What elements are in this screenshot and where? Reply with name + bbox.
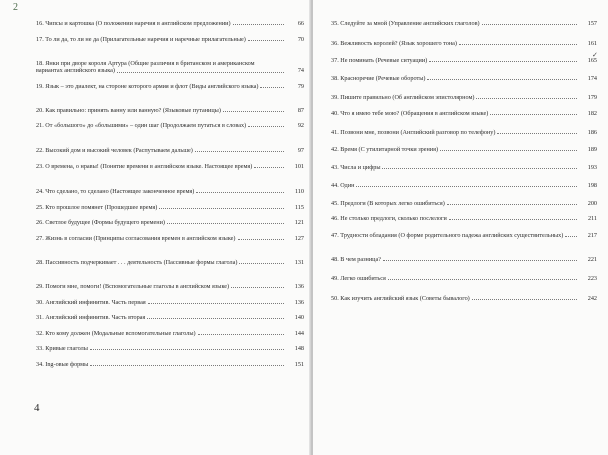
toc-entry-title: 40. Что я имею тебе мою? (Обращения в английском языке): [331, 110, 489, 117]
toc-entry-title: 34. Ing-овые формы: [36, 361, 89, 368]
toc-entry: [331, 275, 597, 282]
toc-entry-title: 16. Чипсы и картошка (О положении наречия в английском предложении): [36, 20, 231, 27]
toc-entry-title: 42. Время (С утилитарной точки зрения): [331, 146, 439, 153]
corner-mark: 2: [13, 2, 18, 13]
toc-entry-title: 31. Английский инфинитив. Часть вторая: [36, 314, 146, 321]
toc-entry: [36, 330, 304, 337]
dot-leader: [472, 299, 577, 300]
toc-entry-title: 29. Помоги мне, помоги! (Вспомогательные глаголы в английском языке): [36, 283, 230, 290]
right-page: [313, 0, 608, 455]
toc-entry-title: 17. То ли да, то ли не да (Прилагательные наречия и наречные прилагательные): [36, 36, 246, 43]
toc-entry-page: 221: [587, 256, 597, 263]
dot-leader: [198, 334, 284, 335]
toc-entry: [331, 182, 597, 189]
dot-leader: [388, 279, 577, 280]
toc-entry-title: 39. Пишите правильно (Об английском эпистолярном): [331, 94, 475, 101]
toc-entry-title: 20. Как правильно: принять ванну или ванную? (Языковые путаницы): [36, 107, 221, 114]
dot-leader: [427, 79, 577, 80]
dot-leader: [117, 72, 284, 73]
toc-entry-page: 151: [294, 361, 304, 368]
toc-entry-page: 136: [294, 299, 304, 306]
toc-entry-title: 47. Трудности обладания (О форме родительного падежа английских существительных): [331, 232, 564, 239]
dot-leader: [90, 349, 284, 350]
dot-leader: [231, 287, 284, 288]
dot-leader: [476, 98, 577, 99]
toc-entry: [331, 256, 597, 263]
toc-entry-title: 23. О времена, о нравы! (Понятие времени в английском языке. Настоящее время): [36, 163, 253, 170]
toc-entry: [331, 40, 597, 47]
dot-leader: [482, 24, 577, 25]
toc-entry-title: 49. Легко ошибиться: [331, 275, 386, 282]
toc-entry: [36, 20, 304, 27]
toc-entry-page: 223: [587, 275, 597, 282]
toc-entry-page: 186: [587, 129, 597, 136]
toc-entry-page: 182: [587, 110, 597, 117]
toc-entry-title: 46. Не столько предлоги, сколько послелоги: [331, 215, 447, 222]
dot-leader: [239, 263, 284, 264]
toc-entry: [331, 110, 597, 117]
toc-entry-title: 44. Один: [331, 182, 355, 189]
toc-entry: [331, 20, 597, 27]
toc-entry-title: 32. Кто кому должен (Модальные вспомогательные глаголы): [36, 330, 196, 337]
toc-entry-page: 217: [587, 232, 597, 239]
toc-entry-page: 70: [297, 36, 304, 43]
toc-entry-page: 79: [297, 83, 304, 90]
toc-entry-page: 140: [294, 314, 304, 321]
toc-entry: [36, 345, 304, 352]
toc-entry-title: 48. В чем разница?: [331, 256, 381, 263]
toc-entry: [36, 60, 304, 75]
toc-entry: [36, 314, 304, 321]
toc-entry-title: 27. Жизнь в соглаcии (Принципы согласования времен в английском языке): [36, 235, 236, 242]
toc-entry-title: 25. Кто прошлое помянет (Прошедшее время): [36, 204, 158, 211]
toc-entry-page: 101: [294, 163, 304, 170]
toc-entry: [36, 147, 304, 154]
toc-entry-page: 66: [297, 20, 304, 27]
toc-entry-page: 200: [587, 200, 597, 207]
toc-entry-title: 36. Вежливость королей? (Язык хорошего тона): [331, 40, 457, 47]
toc-entry-title: 43. Числа и цифры: [331, 164, 381, 171]
toc-entry-title: 41. Позвони мне, позвони (Английский разговор по телефону): [331, 129, 496, 136]
toc-entry-page: 198: [587, 182, 597, 189]
toc-entry-title: 35. Следуйте за мной (Управление английских глаголов): [331, 20, 480, 27]
toc-entry: [36, 83, 304, 90]
toc-entry-title: 21. От «большого» до «большими» – один шаг (Продолжаем путаться в словах): [36, 122, 247, 129]
toc-entry-page: 87: [297, 107, 304, 114]
toc-entry: [331, 232, 597, 239]
toc-entry-title: 22. Высокий дом и высокий человек (Распутываем дальше): [36, 147, 193, 154]
toc-entry-title: 37. Не поминать (Речевые ситуации): [331, 57, 428, 64]
toc-entry-page: 211: [587, 215, 597, 222]
dot-leader: [356, 186, 577, 187]
dot-leader: [440, 150, 577, 151]
toc-entry: [331, 200, 597, 207]
toc-entry-title: 18. Янки при дворе короля Артура (Общие различия в британском и американском вариантах английского языка): [36, 60, 255, 75]
toc-entry-title: 28. Пассивность подчеркивает . . . деятельность (Пассивные формы глагола): [36, 259, 238, 266]
toc-entry: [36, 204, 304, 211]
toc-entry-page: 121: [294, 219, 304, 226]
toc-entry: [36, 361, 304, 368]
toc-entry-title: 33. Кривые глаголы: [36, 345, 88, 352]
toc-entry-page: 115: [294, 204, 304, 211]
toc-entry: [331, 146, 597, 153]
toc-entry-page: 242: [587, 295, 597, 302]
toc-entry-title: 38. Красноречие (Речевые обороты): [331, 75, 426, 82]
toc-entry-title: 50. Как изучить английский язык (Советы бывалого): [331, 295, 470, 302]
toc-entry-page: 92: [297, 122, 304, 129]
toc-entry-page: 144: [294, 330, 304, 337]
dot-leader: [148, 303, 284, 304]
dot-leader: [382, 168, 577, 169]
toc-entry-page: 131: [294, 259, 304, 266]
dot-leader: [497, 133, 577, 134]
dot-leader: [195, 151, 284, 152]
toc-entry-page: 157: [587, 20, 597, 27]
toc-entry: [331, 75, 597, 82]
dot-leader: [238, 239, 285, 240]
toc-entry: [36, 259, 304, 266]
dot-leader: [248, 126, 284, 127]
dot-leader: [447, 204, 577, 205]
toc-entry: [36, 107, 304, 114]
toc-entry: [36, 36, 304, 43]
toc-entry-title: 24. Что сделано, то сделано (Настоящее законченное время): [36, 188, 195, 195]
toc-entry: [36, 188, 304, 195]
dot-leader: [147, 318, 284, 319]
toc-entry-page: 74: [297, 67, 304, 75]
dot-leader: [429, 61, 577, 62]
dot-leader: [459, 44, 577, 45]
toc-entry-title: 45. Предлоги (В которых легко ошибиться): [331, 200, 445, 207]
tick-mark: ✓: [592, 51, 598, 59]
toc-entry-page: 136: [294, 283, 304, 290]
toc-entry: [36, 219, 304, 226]
toc-entry: [331, 94, 597, 101]
toc-entry-page: 179: [587, 94, 597, 101]
toc-entry-title: 30. Английский инфинитив. Часть первая: [36, 299, 146, 306]
toc-entry: [331, 164, 597, 171]
dot-leader: [90, 365, 284, 366]
toc-entry: [331, 57, 597, 64]
dot-leader: [223, 111, 284, 112]
toc-entry-title: 26. Светлое будущее (Формы будущего времени): [36, 219, 165, 226]
toc-entry-page: 165: [587, 57, 597, 64]
dot-leader: [159, 208, 284, 209]
toc-entry-page: 148: [294, 345, 304, 352]
dot-leader: [196, 192, 284, 193]
dot-leader: [490, 114, 577, 115]
toc-entry: [36, 163, 304, 170]
dot-leader: [233, 24, 284, 25]
toc-entry-page: 193: [587, 164, 597, 171]
toc-entry-page: 174: [587, 75, 597, 82]
dot-leader: [260, 87, 284, 88]
page-number: 4: [34, 402, 40, 414]
dot-leader: [449, 219, 577, 220]
dot-leader: [248, 40, 284, 41]
toc-entry-page: 161: [587, 40, 597, 47]
toc-entry: [331, 129, 597, 136]
dot-leader: [383, 260, 577, 261]
toc-entry: [36, 122, 304, 129]
toc-entry: [36, 283, 304, 290]
dot-leader: [254, 167, 284, 168]
dot-leader: [167, 223, 284, 224]
toc-entry-page: 97: [297, 147, 304, 154]
toc-entry: [36, 235, 304, 242]
dot-leader: [565, 236, 577, 237]
toc-entry-title: 19. Язык – это диалект, на стороне которого армия и флот (Виды английского языка): [36, 83, 259, 90]
toc-entry: [36, 299, 304, 306]
toc-entry-page: 110: [294, 188, 304, 195]
toc-entry-page: 127: [294, 235, 304, 242]
toc-entry: [331, 295, 597, 302]
toc-entry: [331, 215, 597, 222]
toc-entry-page: 189: [587, 146, 597, 153]
